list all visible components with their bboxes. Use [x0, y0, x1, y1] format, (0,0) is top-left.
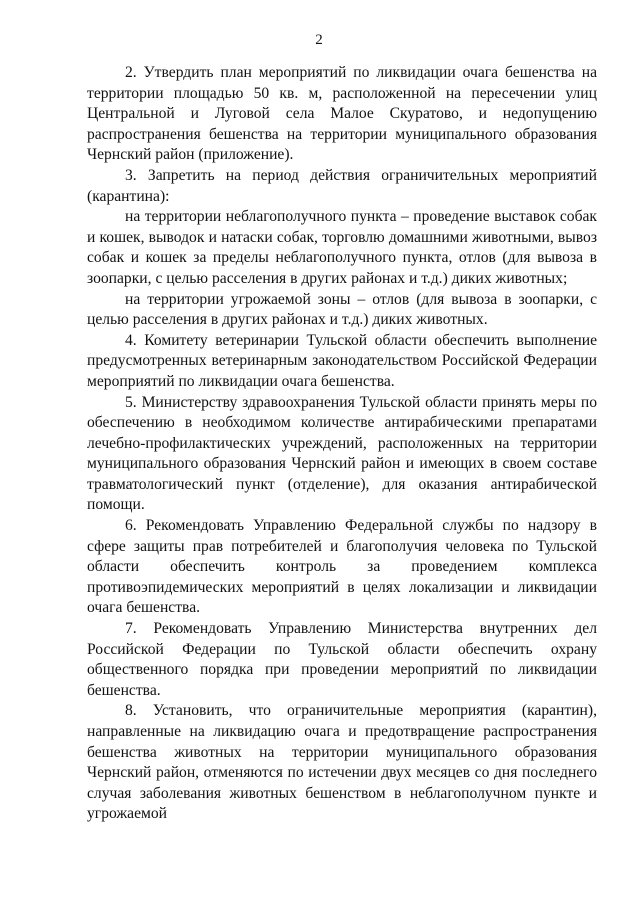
paragraph-item-3-subitem-affected-point: на территории неблагополучного пункта – проведение выставок собак и кошек, выводок и натаски собак, торговлю домашними животными, вывоз собак и кошек за пределы неблагополучного пункта, отлов (для вывоза в зоопарки, с целью расселения в других районах и т.д.) диких животных;	[87, 208, 597, 287]
paragraph-item-4: 4. Комитету ветеринарии Тульской области обеспечить выполнение предусмотренных ветеринарным законодательством Российской Федерации мероприятий по ликвидации очага бешенства.	[87, 331, 597, 390]
paragraph-item-5: 5. Министерству здравоохранения Тульской области принять меры по обеспечению в необходимом количестве антирабическими препаратами лечебно-профилактических учреждений, расположенных на территории муниципального образования Чернский район и имеющих в своем составе травматологический пункт (отделение), для оказания антирабической помощи.	[87, 393, 597, 514]
paragraph-item-7: 7. Рекомендовать Управлению Министерства внутренних дел Российской Федерации по Тульской области обеспечить охрану общественного порядка при проведении мероприятий по ликвидации бешенства.	[87, 620, 597, 699]
document-body	[87, 63, 597, 825]
paragraph-item-6: 6. Рекомендовать Управлению Федеральной службы по надзору в сфере защиты прав потребителей и благополучия человека по Тульской области обеспечить контроль за проведением комплекса противоэпидемических мероприятий в целях локализации и ликвидации очага бешенства.	[87, 517, 597, 617]
page-number: 2	[315, 32, 323, 48]
paragraph-item-2: 2. Утвердить план мероприятий по ликвидации очага бешенства на территории площадью 50 кв. м, расположенной на пересечении улиц Центральной и Луговой села Малое Скуратово, и недопущению распространения бешенства на территории муниципального образования Чернский район (приложение).	[87, 64, 597, 164]
paragraph-item-3: 3. Запретить на период действия ограничительных мероприятий (карантина):	[87, 166, 597, 205]
paragraph-item-3-subitem-threatened-zone: на территории угрожаемой зоны – отлов (для вывоза в зоопарки, с целью расселения в других районах и т.д.) диких животных.	[87, 290, 597, 329]
paragraph-item-8: 8. Установить, что ограничительные мероприятия (карантин), направленные на ликвидацию очага и предотвращение распространения бешенства животных на территории муниципального образования Чернский район, отменяются по истечении двух месяцев со дня последнего случая заболевания животных бешенством в неблагополучном пункте и угрожаемой	[87, 702, 597, 823]
